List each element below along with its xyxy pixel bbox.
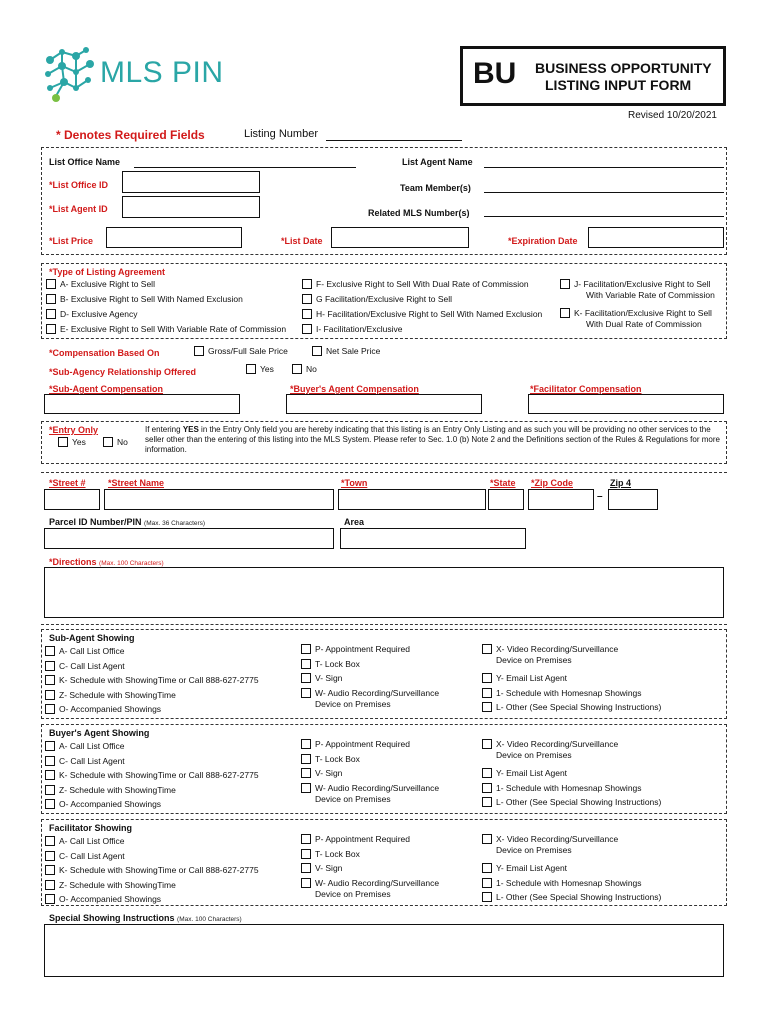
checkbox[interactable] bbox=[45, 770, 55, 780]
checkbox[interactable] bbox=[45, 865, 55, 875]
listing-number-label: Listing Number bbox=[244, 128, 318, 140]
checkbox[interactable] bbox=[103, 437, 113, 447]
list-agent-id-label: *List Agent ID bbox=[49, 204, 108, 214]
logo-text: MLS PIN bbox=[100, 56, 224, 89]
facilitator-option-t[interactable]: T- Lock Box bbox=[301, 849, 360, 860]
entry-only-title: *Entry Only bbox=[49, 425, 99, 435]
checkbox[interactable] bbox=[301, 673, 311, 683]
checkbox[interactable] bbox=[302, 294, 312, 304]
sub-agent-option-t[interactable]: T- Lock Box bbox=[301, 659, 360, 670]
sub-agent-option-k[interactable]: K- Schedule with ShowingTime or Call 888-627-2775 bbox=[45, 675, 259, 686]
net-sale-option[interactable]: Net Sale Price bbox=[312, 346, 380, 357]
list-date-field[interactable] bbox=[331, 227, 469, 248]
facilitator-option-y[interactable]: Y- Email List Agent bbox=[482, 863, 567, 874]
checkbox[interactable] bbox=[45, 785, 55, 795]
showing-divider bbox=[41, 624, 727, 625]
agreement-option-f[interactable]: F- Exclusive Right to Sell With Dual Rate of Commission bbox=[302, 279, 542, 290]
list-price-field[interactable] bbox=[106, 227, 242, 248]
checkbox[interactable] bbox=[45, 675, 55, 685]
gross-sale-option[interactable]: Gross/Full Sale Price bbox=[194, 346, 288, 357]
expiration-date-field[interactable] bbox=[588, 227, 724, 248]
sub-agent-option-w[interactable]: W- Audio Recording/Surveillance Device on Premises bbox=[301, 688, 439, 709]
list-office-id-field[interactable] bbox=[122, 171, 260, 193]
town-label: *Town bbox=[341, 478, 368, 488]
zip4-label: Zip 4 bbox=[610, 478, 632, 488]
special-instructions-field[interactable] bbox=[44, 924, 724, 977]
entry-only-no[interactable]: No bbox=[103, 437, 128, 448]
buyers-agent-option-p[interactable]: P- Appointment Required bbox=[301, 739, 410, 750]
checkbox[interactable] bbox=[482, 702, 492, 712]
checkbox[interactable] bbox=[45, 661, 55, 671]
checkbox[interactable] bbox=[482, 673, 492, 683]
sub-agent-option-1[interactable]: 1- Schedule with Homesnap Showings bbox=[482, 688, 642, 699]
facilitator-comp-field[interactable] bbox=[528, 394, 724, 414]
checkbox[interactable] bbox=[301, 834, 311, 844]
facilitator-option-v[interactable]: V- Sign bbox=[301, 863, 342, 874]
list-price-label: *List Price bbox=[49, 236, 94, 246]
checkbox[interactable] bbox=[482, 644, 492, 654]
parcel-label: Parcel ID Number/PIN (Max. 36 Characters) bbox=[49, 517, 206, 527]
checkbox[interactable] bbox=[301, 768, 311, 778]
listing-number-field[interactable] bbox=[326, 140, 462, 141]
checkbox[interactable] bbox=[482, 863, 492, 873]
list-office-name-label: List Office Name bbox=[49, 157, 121, 167]
facilitator-option-l[interactable]: L- Other (See Special Showing Instructions) bbox=[482, 892, 661, 903]
checkbox[interactable] bbox=[45, 851, 55, 861]
special-instructions-label: Special Showing Instructions (Max. 100 Characters) bbox=[49, 913, 242, 923]
checkbox[interactable] bbox=[45, 646, 55, 656]
expiration-date-label: *Expiration Date bbox=[508, 236, 578, 246]
checkbox[interactable] bbox=[45, 799, 55, 809]
checkbox[interactable] bbox=[301, 863, 311, 873]
facilitator-option-z[interactable]: Z- Schedule with ShowingTime bbox=[45, 880, 176, 891]
list-agent-name-field[interactable] bbox=[484, 167, 724, 168]
buyers-agent-option-y[interactable]: Y- Email List Agent bbox=[482, 768, 567, 779]
agreement-title: *Type of Listing Agreement bbox=[49, 267, 166, 277]
entry-only-yes[interactable]: Yes bbox=[58, 437, 86, 448]
form-title-line2: LISTING INPUT FORM bbox=[545, 77, 692, 93]
street-name-field[interactable] bbox=[104, 489, 334, 510]
checkbox[interactable] bbox=[46, 294, 56, 304]
buyers-agent-option-k[interactable]: K- Schedule with ShowingTime or Call 888-627-2775 bbox=[45, 770, 259, 781]
zip-field[interactable] bbox=[528, 489, 594, 510]
sub-agent-option-z[interactable]: Z- Schedule with ShowingTime bbox=[45, 690, 176, 701]
facilitator-option-x[interactable]: X- Video Recording/Surveillance Device on Premises bbox=[482, 834, 618, 855]
buyers-agent-option-w[interactable]: W- Audio Recording/Surveillance Device on Premises bbox=[301, 783, 439, 804]
state-label: *State bbox=[490, 478, 516, 488]
area-field[interactable] bbox=[340, 528, 526, 549]
buyers-agent-option-1[interactable]: 1- Schedule with Homesnap Showings bbox=[482, 783, 642, 794]
agreement-option-j[interactable]: J- Facilitation/Exclusive Right to Sell With Variable Rate of Commission bbox=[560, 279, 715, 301]
facilitator-option-a[interactable]: A- Call List Office bbox=[45, 836, 125, 847]
area-label: Area bbox=[344, 517, 365, 527]
form-title-box bbox=[460, 46, 726, 106]
sub-agent-showing-title: Sub-Agent Showing bbox=[49, 633, 135, 643]
directions-field[interactable] bbox=[44, 567, 724, 618]
buyers-agent-option-a[interactable]: A- Call List Office bbox=[45, 741, 125, 752]
list-agent-name-label: List Agent Name bbox=[402, 157, 473, 167]
street-no-field[interactable] bbox=[44, 489, 100, 510]
checkbox[interactable] bbox=[45, 704, 55, 714]
sub-agent-option-p[interactable]: P- Appointment Required bbox=[301, 644, 410, 655]
checkbox[interactable] bbox=[482, 797, 492, 807]
agreement-option-g[interactable]: G Facilitation/Exclusive Right to Sell bbox=[302, 294, 542, 305]
checkbox[interactable] bbox=[301, 688, 311, 698]
agreement-option-d[interactable]: D- Exclusive Agency bbox=[46, 309, 286, 320]
agreement-option-e[interactable]: E- Exclusive Right to Sell With Variable Rate of Commission bbox=[46, 324, 286, 335]
agreement-col2 bbox=[302, 279, 542, 335]
list-office-name-field[interactable] bbox=[134, 167, 356, 168]
zip4-field[interactable] bbox=[608, 489, 658, 510]
checkbox[interactable] bbox=[58, 437, 68, 447]
facilitator-option-w[interactable]: W- Audio Recording/Surveillance Device on Premises bbox=[301, 878, 439, 899]
agreement-option-i[interactable]: I- Facilitation/Exclusive bbox=[302, 324, 542, 335]
buyers-agent-comp-label: *Buyer's Agent Compensation bbox=[290, 384, 419, 394]
sub-agent-option-x[interactable]: X- Video Recording/Surveillance Device on Premises bbox=[482, 644, 618, 665]
zip-dash: – bbox=[597, 491, 603, 502]
subagency-no[interactable]: No bbox=[292, 364, 317, 375]
agreement-col1 bbox=[46, 279, 286, 335]
checkbox[interactable] bbox=[301, 659, 311, 669]
buyers-agent-option-t[interactable]: T- Lock Box bbox=[301, 754, 360, 765]
sub-agent-comp-label: *Sub-Agent Compensation bbox=[49, 384, 163, 394]
checkbox[interactable] bbox=[482, 768, 492, 778]
parcel-field[interactable] bbox=[44, 528, 334, 549]
checkbox[interactable] bbox=[246, 364, 256, 374]
street-name-label: *Street Name bbox=[108, 478, 165, 488]
checkbox[interactable] bbox=[482, 878, 492, 888]
checkbox[interactable] bbox=[301, 754, 311, 764]
checkbox[interactable] bbox=[302, 279, 312, 289]
agreement-option-h[interactable]: H- Facilitation/Exclusive Right to Sell With Named Exclusion bbox=[302, 309, 542, 320]
compensation-based-label: *Compensation Based On bbox=[49, 348, 160, 358]
town-field[interactable] bbox=[338, 489, 486, 510]
buyers-agent-comp-field[interactable] bbox=[286, 394, 482, 414]
checkbox[interactable] bbox=[560, 279, 570, 289]
agreement-option-b[interactable]: B- Exclusive Right to Sell With Named Exclusion bbox=[46, 294, 286, 305]
list-date-label: *List Date bbox=[281, 236, 323, 246]
sub-agent-option-c[interactable]: C- Call List Agent bbox=[45, 661, 125, 672]
sub-agent-option-l[interactable]: L- Other (See Special Showing Instructions) bbox=[482, 702, 661, 713]
checkbox[interactable] bbox=[46, 279, 56, 289]
buyers-agent-option-z[interactable]: Z- Schedule with ShowingTime bbox=[45, 785, 176, 796]
facilitator-option-k[interactable]: K- Schedule with ShowingTime or Call 888-627-2775 bbox=[45, 865, 259, 876]
sub-agent-comp-field[interactable] bbox=[44, 394, 240, 414]
checkbox[interactable] bbox=[301, 849, 311, 859]
checkbox[interactable] bbox=[302, 324, 312, 334]
facilitator-showing-title: Facilitator Showing bbox=[49, 823, 133, 833]
checkbox[interactable] bbox=[45, 836, 55, 846]
checkbox[interactable] bbox=[302, 309, 312, 319]
checkbox[interactable] bbox=[45, 741, 55, 751]
zip-label: *Zip Code bbox=[531, 478, 573, 488]
checkbox[interactable] bbox=[45, 894, 55, 904]
team-members-label: Team Member(s) bbox=[400, 183, 471, 193]
checkbox[interactable] bbox=[301, 739, 311, 749]
checkbox[interactable] bbox=[482, 783, 492, 793]
related-mls-label: Related MLS Number(s) bbox=[368, 208, 470, 218]
buyers-agent-option-c[interactable]: C- Call List Agent bbox=[45, 756, 125, 767]
address-divider bbox=[41, 472, 727, 473]
checkbox[interactable] bbox=[301, 644, 311, 654]
directions-label: *Directions (Max. 100 Characters) bbox=[49, 557, 164, 567]
facilitator-option-p[interactable]: P- Appointment Required bbox=[301, 834, 410, 845]
checkbox[interactable] bbox=[45, 880, 55, 890]
checkbox[interactable] bbox=[560, 308, 570, 318]
checkbox[interactable] bbox=[482, 892, 492, 902]
mls-pin-logo bbox=[42, 44, 242, 106]
sub-agent-option-o[interactable]: O- Accompanied Showings bbox=[45, 704, 161, 715]
required-note: * Denotes Required Fields bbox=[56, 128, 205, 142]
checkbox[interactable] bbox=[482, 688, 492, 698]
checkbox[interactable] bbox=[45, 756, 55, 766]
facilitator-option-c[interactable]: C- Call List Agent bbox=[45, 851, 125, 862]
buyers-agent-option-x[interactable]: X- Video Recording/Surveillance Device on Premises bbox=[482, 739, 618, 760]
facilitator-option-1[interactable]: 1- Schedule with Homesnap Showings bbox=[482, 878, 642, 889]
related-mls-field[interactable] bbox=[484, 216, 724, 217]
sub-agent-option-v[interactable]: V- Sign bbox=[301, 673, 342, 684]
form-code: BU bbox=[473, 57, 517, 90]
buyers-agent-option-o[interactable]: O- Accompanied Showings bbox=[45, 799, 161, 810]
checkbox[interactable] bbox=[301, 783, 311, 793]
checkbox[interactable] bbox=[292, 364, 302, 374]
checkbox[interactable] bbox=[482, 834, 492, 844]
subagency-label: *Sub-Agency Relationship Offered bbox=[49, 367, 197, 377]
state-field[interactable] bbox=[488, 489, 524, 510]
buyers-agent-option-l[interactable]: L- Other (See Special Showing Instructions) bbox=[482, 797, 661, 808]
street-no-label: *Street # bbox=[49, 478, 86, 488]
revised-date: Revised 10/20/2021 bbox=[628, 110, 717, 121]
facilitator-option-o[interactable]: O- Accompanied Showings bbox=[45, 894, 161, 905]
checkbox[interactable] bbox=[312, 346, 322, 356]
checkbox[interactable] bbox=[301, 878, 311, 888]
buyers-agent-showing-title: Buyer's Agent Showing bbox=[49, 728, 150, 738]
logo-network-icon bbox=[42, 44, 100, 106]
checkbox[interactable] bbox=[46, 309, 56, 319]
facilitator-comp-label: *Facilitator Compensation bbox=[530, 384, 642, 394]
sub-agent-option-a[interactable]: A- Call List Office bbox=[45, 646, 125, 657]
checkbox[interactable] bbox=[194, 346, 204, 356]
checkbox[interactable] bbox=[46, 324, 56, 334]
buyers-agent-option-v[interactable]: V- Sign bbox=[301, 768, 342, 779]
checkbox[interactable] bbox=[45, 690, 55, 700]
sub-agent-option-y[interactable]: Y- Email List Agent bbox=[482, 673, 567, 684]
team-members-field[interactable] bbox=[484, 192, 724, 193]
subagency-yes[interactable]: Yes bbox=[246, 364, 274, 375]
checkbox[interactable] bbox=[482, 739, 492, 749]
list-agent-id-field[interactable] bbox=[122, 196, 260, 218]
agreement-option-a[interactable]: A- Exclusive Right to Sell bbox=[46, 279, 286, 290]
agreement-option-k[interactable]: K- Facilitation/Exclusive Right to Sell With Dual Rate of Commission bbox=[560, 308, 712, 330]
form-title-line1: BUSINESS OPPORTUNITY bbox=[535, 60, 712, 76]
list-office-id-label: *List Office ID bbox=[49, 180, 109, 190]
entry-only-text: If entering YES in the Entry Only field you are hereby indicating that this listing is an Entry Only Listing and as such you will be providing no other services to the seller other than the entering of this listing into the MLS System. Please refer to Sec. 1.0 (b) Note 2 and the Definitions section of the Rules & Regulations for more information. bbox=[145, 425, 720, 454]
